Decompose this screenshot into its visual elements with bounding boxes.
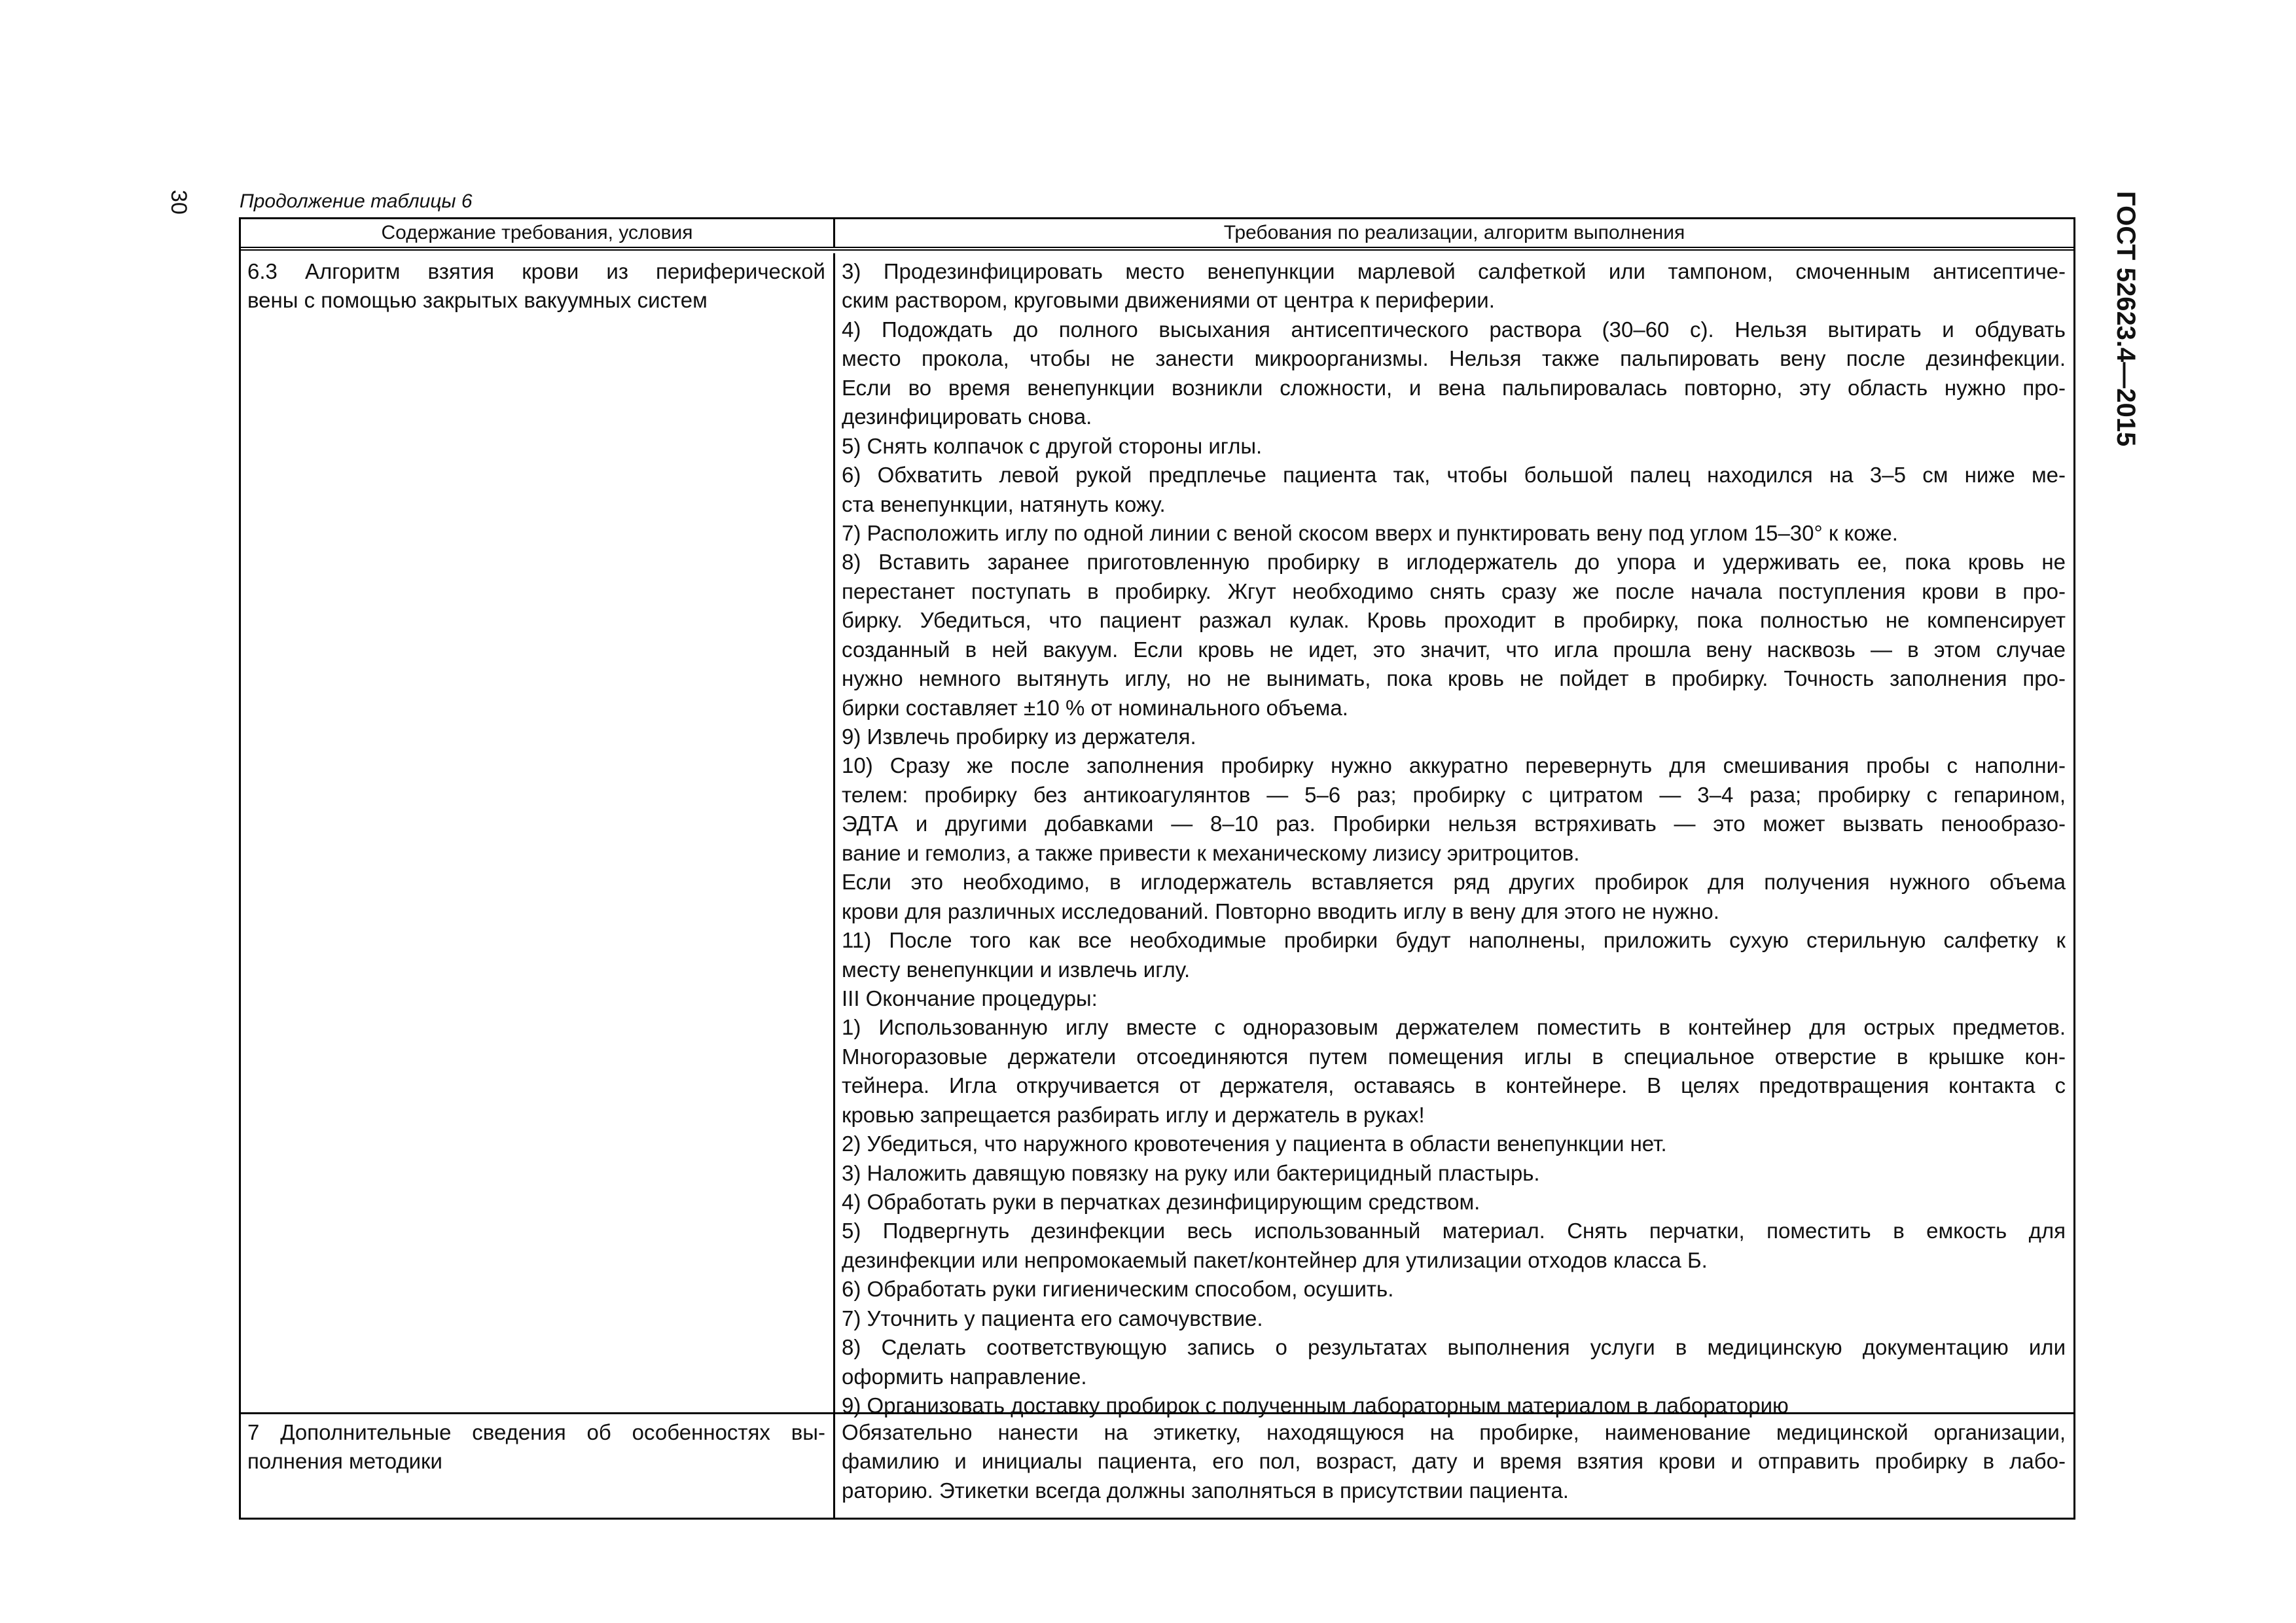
column-header-algorithm: Требования по реализации, алгоритм выполнения [1223, 222, 1685, 243]
text-line: 11) После того как все необходимые пробирки будут наполнены, приложить сухую стерильную салфетку к [842, 928, 2066, 953]
text-line: фамилию и инициалы пациента, его пол, возраст, дату и время взятия крови и отправить пробирку в лабо- [842, 1449, 2066, 1474]
text-line: Обязательно нанести на этикетку, находящуюся на пробирке, наименование медицинской организации, [842, 1420, 2066, 1444]
text-line: 7) Уточнить у пациента его самочувствие. [842, 1306, 1263, 1330]
text-line: Если во время венепункции возникли сложности, и вена пальпировалась повторно, эту область нужно про- [842, 375, 2066, 400]
text-line: 6.3 Алгоритм взятия крови из периферической [247, 259, 825, 283]
text-line: ЭДТА и другими добавками — 8–10 раз. Пробирки нельзя встряхивать — это может вызвать пенообразо- [842, 812, 2066, 836]
text-line: месту венепункции и извлечь иглу. [842, 957, 1191, 982]
table-row [241, 1414, 2073, 1518]
text-line: тейнера. Игла откручивается от держателя, оставаясь в контейнере. В целях предотвращения контакта с [842, 1073, 2066, 1098]
text-line: нужно немного вытянуть иглу, но не вынимать, пока кровь не пойдет в пробирку. Точность заполнения про- [842, 666, 2066, 691]
text-line: 1) Использованную иглу вместе с одноразовым держателем поместить в контейнер для острых предметов. [842, 1015, 2066, 1040]
text-line: 8) Вставить заранее приготовленную пробирку в иглодержатель до упора и удерживать ее, пока кровь не [842, 550, 2066, 575]
text-line: 7) Расположить иглу по одной линии с веной скосом вверх и пунктировать вену под углом 15–30° к коже. [842, 520, 1898, 545]
requirement-cell [241, 253, 835, 1412]
text-line: 3) Наложить давящую повязку на руку или бактерицидный пластырь. [842, 1160, 1540, 1185]
text-line: 2) Убедиться, что наружного кровотечения у пациента в области венепункции нет. [842, 1132, 1667, 1156]
algorithm-cell [835, 253, 2073, 1418]
text-line: раторию. Этикетки всегда должны заполняться в присутствии пациента. [842, 1478, 1569, 1503]
text-line: 9) Организовать доставку пробирок с полученным лабораторным материалом в лабораторию [842, 1393, 1789, 1418]
page-number: 30 [166, 190, 191, 215]
text-line: Многоразовые держатели отсоединяются путем помещения иглы в специальное отверстие в крышке кон- [842, 1044, 2066, 1069]
text-line: 6) Обработать руки гигиеническим способом, осушить. [842, 1277, 1394, 1302]
text-line: бирку. Убедиться, что пациент разжал кулак. Кровь проходит в пробирку, пока полностью не компенсирует [842, 608, 2066, 633]
text-line: дезинфицировать снова. [842, 404, 1092, 429]
text-line: 10) Сразу же после заполнения пробирку нужно аккуратно перевернуть для смешивания пробы с наполни- [842, 753, 2066, 778]
algorithm-cell [835, 1414, 2073, 1518]
text-line: перестанет поступать в пробирку. Жгут необходимо снять сразу же после начала поступления крови в про- [842, 579, 2066, 603]
text-line: полнения методики [247, 1449, 442, 1474]
text-line: место прокола, чтобы не занести микроорганизмы. Нельзя также пальпировать вену после дезинфекции. [842, 346, 2066, 371]
text-line: крови для различных исследований. Повторно вводить иглу в вену для этого не нужно. [842, 899, 1719, 923]
text-line: ским раствором, круговыми движениями от центра к периферии. [842, 288, 1495, 313]
text-line: телем: пробирку без антикоагулянтов — 5–6 раз; пробирку с цитратом — 3–4 раза; пробирку с гепарином, [842, 782, 2066, 807]
text-line: 3) Продезинфицировать место венепункции марлевой салфеткой или тампоном, смоченным антисептиче- [842, 259, 2066, 283]
text-line: III Окончание процедуры: [842, 986, 1098, 1010]
requirement-cell [241, 1414, 835, 1518]
text-line: 5) Подвергнуть дезинфекции весь использованный материал. Снять перчатки, поместить в емкость для [842, 1219, 2066, 1243]
text-line: созданный в ней вакуум. Если кровь не идет, это значит, что игла прошла вену насквозь — в этом случае [842, 637, 2066, 662]
document-id: ГОСТ 52623.4—2015 [2111, 191, 2140, 447]
text-line: 8) Сделать соответствующую запись о результатах выполнения услуги в медицинскую документацию или [842, 1335, 2066, 1360]
text-line: вание и гемолиз, а также привести к механическому лизису эритроцитов. [842, 840, 1580, 865]
requirements-table [239, 217, 2075, 1520]
text-line: 7 Дополнительные сведения об особенностях вы- [247, 1420, 825, 1444]
text-line: 4) Подождать до полного высыхания антисептического раствора (30–60 с). Нельзя вытирать и обдувать [842, 317, 2066, 342]
text-line: вены с помощью закрытых вакуумных систем [247, 288, 708, 313]
text-line: оформить направление. [842, 1364, 1087, 1389]
table-header-row [241, 219, 2073, 251]
text-line: ста венепункции, натянуть кожу. [842, 491, 1166, 516]
text-line: 5) Снять колпачок с другой стороны иглы. [842, 433, 1263, 458]
text-line: 9) Извлечь пробирку из держателя. [842, 724, 1196, 749]
text-line: 4) Обработать руки в перчатках дезинфицирующим средством. [842, 1190, 1480, 1214]
column-header-requirement: Содержание требования, условия [241, 219, 835, 247]
text-line: кровью запрещается разбирать иглу и держатель в руках! [842, 1102, 1425, 1127]
text-line: Если это необходимо, в иглодержатель вставляется ряд других пробирок для получения нужного объема [842, 870, 2066, 895]
table-row [241, 253, 2073, 1418]
text-line: 6) Обхватить левой рукой предплечье пациента так, чтобы большой палец находился на 3–5 см ниже ме- [842, 463, 2066, 488]
text-line: бирки составляет ±10 % от номинального объема. [842, 695, 1348, 720]
table-caption: Продолжение таблицы 6 [240, 190, 473, 212]
text-line: дезинфекции или непромокаемый пакет/контейнер для утилизации отходов класса Б. [842, 1247, 1708, 1272]
